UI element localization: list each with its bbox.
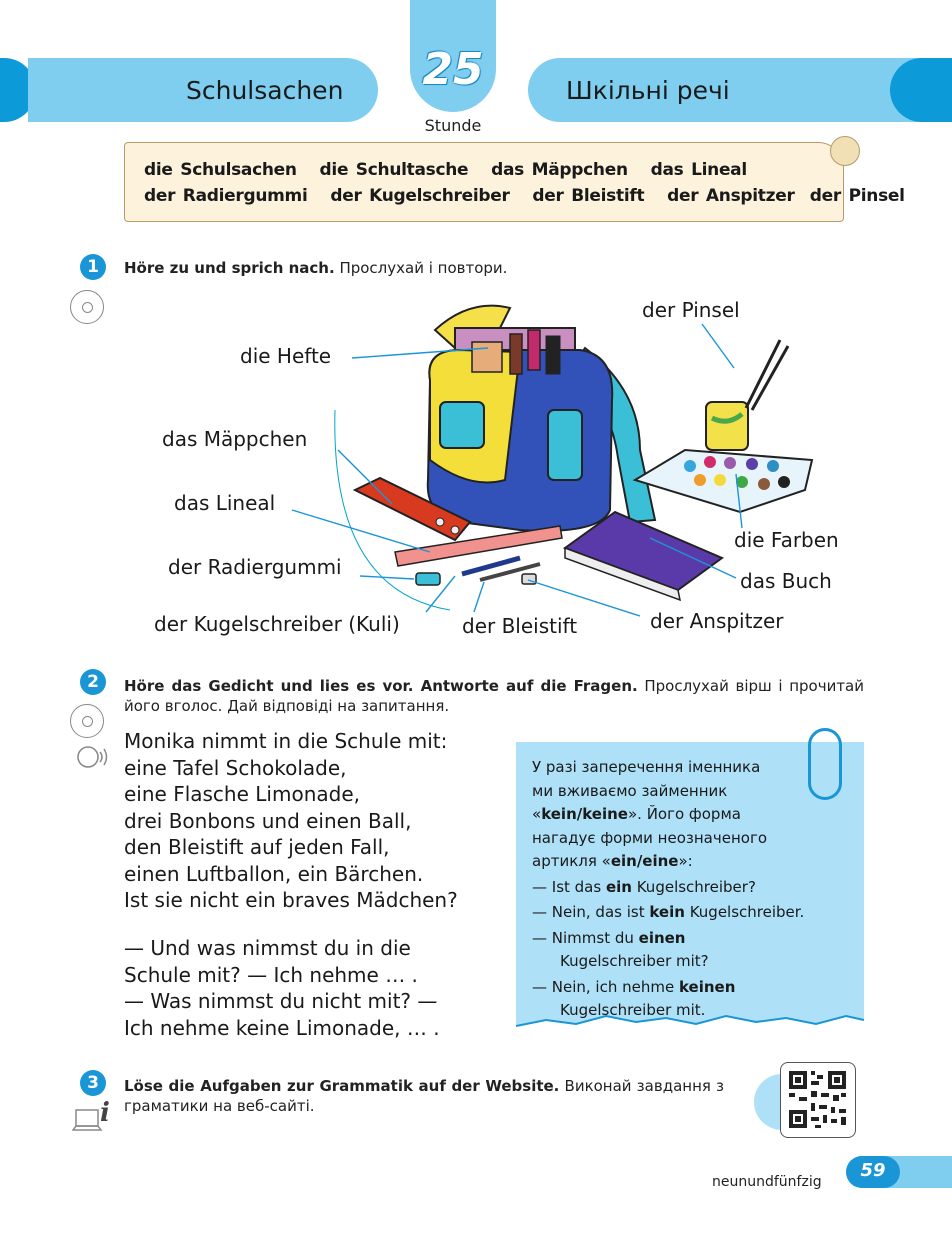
note-line: нагадує форми неозначеного — [532, 828, 767, 847]
questions — [124, 935, 504, 1041]
page-title-de: Schulsachen — [186, 76, 344, 105]
task-2-text: Прослухай вірш і прочитай його вголос. Дай відповіді на запитання. — [124, 677, 865, 715]
note-quote-open: « — [532, 805, 542, 823]
example-bold: einen — [638, 928, 686, 947]
lesson-label: Stunde — [424, 116, 482, 135]
note-ein: ein/eine — [610, 852, 679, 870]
poem-line: eine Flasche Limonade, — [124, 782, 360, 806]
speaking-head-icon — [74, 744, 110, 772]
page-number-word: neunundfünfzig — [712, 1174, 822, 1190]
vocab-line-1: die Schulsachen die Schultasche das Mäppchen das Lineal — [144, 160, 747, 180]
poem-line: einen Luftballon, ein Bärchen. — [124, 861, 424, 886]
note-example — [532, 927, 856, 951]
paint-box-image — [635, 450, 812, 512]
label-maeppchen: das Mäppchen — [162, 427, 308, 451]
task-1-bold: Höre zu und sprich nach. — [124, 259, 335, 277]
task-2-bold: Höre das Gedicht und lies es vor. Antworte auf die Fragen. — [124, 677, 638, 695]
note-example — [532, 901, 856, 925]
question-line: — Und was nimmst du in die — [124, 936, 411, 960]
task-1-instruction — [124, 258, 864, 278]
example-pre: — Ist das — [532, 877, 606, 896]
note-kein: kein/keine — [541, 805, 628, 823]
header-right-accent — [890, 58, 952, 122]
question-line: — Was nimmst du nicht mit? — — [124, 989, 438, 1013]
vocab-scroll — [124, 142, 844, 222]
eraser-image — [416, 573, 440, 585]
example-bold: keinen — [678, 977, 736, 996]
note-example — [532, 876, 856, 900]
ruler-image — [395, 526, 562, 566]
note-line — [532, 803, 856, 827]
note-line: ми вживаємо займенник — [532, 781, 728, 800]
note-line — [532, 850, 856, 874]
lesson-number: 25 — [422, 44, 484, 95]
poem — [124, 728, 504, 914]
example-bold: ein — [605, 877, 632, 896]
task-3-bold: Löse die Aufgaben zur Grammatik auf der Website. — [124, 1077, 560, 1095]
example-bold: kein — [649, 903, 685, 921]
note-line: У разі заперечення іменника — [532, 758, 761, 776]
label-buch: das Buch — [740, 569, 832, 593]
label-radiergummi: der Radiergummi — [168, 555, 342, 579]
example-pre: — Nein, ich nehme — [532, 977, 679, 996]
note-quote-close: ». Його форма — [627, 805, 741, 823]
label-hefte: die Hefte — [240, 344, 332, 368]
example-post: Kugelschreiber? — [631, 877, 756, 896]
poem-line: den Bleistift auf jeden Fall, — [124, 835, 390, 859]
note-example-cont: Kugelschreiber mit? — [560, 952, 709, 970]
poem-line: drei Bonbons und einen Ball, — [124, 808, 412, 833]
poem-line: Ist sie nicht ein braves Mädchen? — [124, 888, 458, 912]
task-number-2: 2 — [80, 669, 106, 695]
task-number-1: 1 — [80, 254, 106, 280]
question-line: Schule mit? — Ich nehme … . — [124, 962, 418, 987]
qr-code-icon[interactable] — [780, 1062, 856, 1138]
poem-line: eine Tafel Schokolade, — [124, 755, 347, 780]
example-pre: — Nimmst du — [532, 928, 639, 947]
task-2-instruction — [124, 676, 864, 716]
label-kugelschreiber: der Kugelschreiber (Kuli) — [154, 612, 400, 636]
page-number: 59 — [860, 1160, 886, 1181]
poem-line: Monika nimmt in die Schule mit: — [124, 729, 448, 753]
info-letter-icon: i — [100, 1098, 110, 1128]
note-example-cont: Kugelschreiber mit. — [560, 1001, 706, 1019]
label-farben: die Farben — [734, 528, 839, 552]
question-line: Ich nehme keine Limonade, … . — [124, 1015, 440, 1040]
cd-icon[interactable] — [70, 704, 104, 738]
qr-code-pattern — [781, 1063, 854, 1136]
label-anspitzer: der Anspitzer — [650, 609, 784, 633]
example-pre: — Nein, das ist — [532, 903, 650, 921]
label-bleistift: der Bleistift — [462, 614, 578, 638]
task-3-instruction — [124, 1076, 724, 1116]
school-things-illustration — [0, 290, 952, 650]
label-pinsel: der Pinsel — [642, 298, 740, 322]
brush-jar-image — [706, 340, 788, 450]
scroll-curl — [830, 136, 860, 166]
task-1-text: Прослухай і повтори. — [334, 259, 508, 277]
task-3-text: Виконай завдання з граматики на веб-сайті. — [124, 1077, 725, 1115]
vocab-line-2: der Radiergummi der Kugelschreiber der Bleistift der Anspitzer der Pinsel — [144, 186, 905, 206]
note-article-post: »: — [678, 852, 693, 870]
note-article-pre: артикля « — [532, 852, 611, 870]
label-lineal: das Lineal — [174, 491, 276, 515]
example-post: Kugelschreiber. — [684, 903, 805, 921]
page-title-uk: Шкільні речі — [566, 76, 730, 105]
grammar-note-text — [532, 756, 856, 1023]
task-number-3: 3 — [80, 1070, 106, 1096]
note-example — [532, 976, 856, 1000]
